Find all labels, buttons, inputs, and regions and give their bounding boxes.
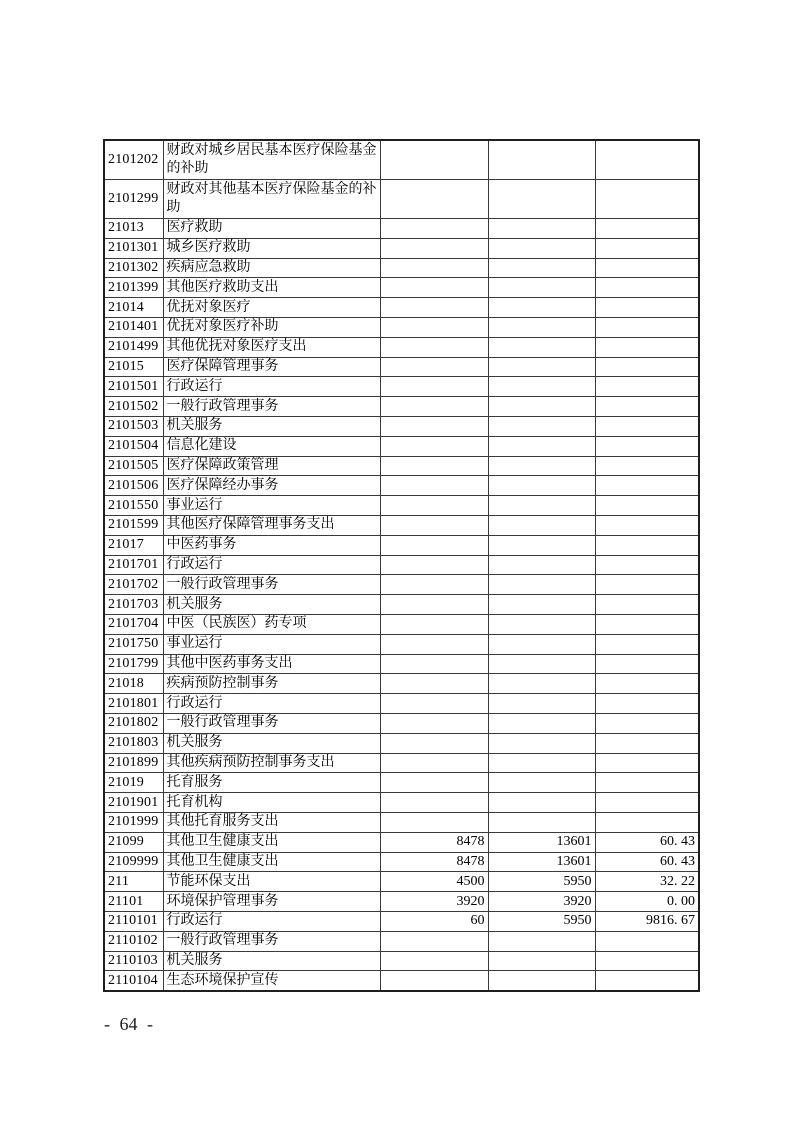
cell-percent — [595, 753, 699, 773]
cell-amount-2 — [488, 397, 595, 417]
table-row — [104, 357, 699, 377]
table-row — [104, 238, 699, 258]
cell-function-code: 2110104 — [104, 971, 163, 991]
cell-amount-2 — [488, 615, 595, 635]
table-row — [104, 516, 699, 536]
cell-function-code: 2101901 — [104, 793, 163, 813]
table-row — [104, 476, 699, 496]
cell-amount-1 — [380, 357, 488, 377]
cell-amount-2 — [488, 971, 595, 991]
cell-function-name: 其他卫生健康支出 — [163, 832, 380, 852]
table-row — [104, 753, 699, 773]
cell-amount-1 — [380, 773, 488, 793]
cell-function-name: 其他疾病预防控制事务支出 — [163, 753, 380, 773]
table-row — [104, 872, 699, 892]
cell-function-name: 行政运行 — [163, 377, 380, 397]
cell-function-name: 优抚对象医疗 — [163, 298, 380, 318]
cell-percent — [595, 575, 699, 595]
cell-function-name: 事业运行 — [163, 496, 380, 516]
table-row — [104, 219, 699, 239]
cell-function-name: 疾病预防控制事务 — [163, 674, 380, 694]
table-row — [104, 615, 699, 635]
cell-function-code: 2101504 — [104, 436, 163, 456]
cell-function-name: 疾病应急救助 — [163, 258, 380, 278]
cell-amount-1: 3920 — [380, 892, 488, 912]
table-row — [104, 793, 699, 813]
cell-amount-2 — [488, 417, 595, 437]
cell-function-code: 2101704 — [104, 615, 163, 635]
cell-percent — [595, 417, 699, 437]
cell-amount-2 — [488, 179, 595, 218]
cell-function-code: 21101 — [104, 892, 163, 912]
cell-function-name: 托育机构 — [163, 793, 380, 813]
cell-function-code: 2101302 — [104, 258, 163, 278]
cell-percent — [595, 238, 699, 258]
cell-amount-1 — [380, 140, 488, 179]
cell-percent — [595, 298, 699, 318]
cell-amount-2 — [488, 575, 595, 595]
cell-percent — [595, 773, 699, 793]
cell-percent — [595, 634, 699, 654]
cell-amount-2: 13601 — [488, 832, 595, 852]
cell-amount-1 — [380, 813, 488, 833]
cell-percent — [595, 357, 699, 377]
cell-function-code: 21099 — [104, 832, 163, 852]
cell-percent — [595, 971, 699, 991]
cell-percent — [595, 140, 699, 179]
cell-function-name: 中医（民族医）药专项 — [163, 615, 380, 635]
cell-amount-2 — [488, 773, 595, 793]
cell-amount-2 — [488, 674, 595, 694]
cell-function-name: 机关服务 — [163, 417, 380, 437]
cell-amount-1 — [380, 595, 488, 615]
table-row — [104, 436, 699, 456]
cell-function-name: 机关服务 — [163, 733, 380, 753]
cell-amount-1 — [380, 753, 488, 773]
cell-amount-1 — [380, 496, 488, 516]
cell-amount-2 — [488, 951, 595, 971]
cell-function-code: 2101802 — [104, 714, 163, 734]
cell-function-code: 2110101 — [104, 911, 163, 931]
cell-percent — [595, 397, 699, 417]
cell-amount-1: 60 — [380, 911, 488, 931]
table-row — [104, 456, 699, 476]
cell-amount-1 — [380, 634, 488, 654]
table-row — [104, 694, 699, 714]
cell-amount-2 — [488, 357, 595, 377]
cell-function-code: 21015 — [104, 357, 163, 377]
cell-function-name: 城乡医疗救助 — [163, 238, 380, 258]
cell-function-name: 其他医疗保障管理事务支出 — [163, 516, 380, 536]
cell-percent — [595, 951, 699, 971]
cell-amount-2 — [488, 753, 595, 773]
cell-function-code: 2101701 — [104, 555, 163, 575]
table-row — [104, 555, 699, 575]
cell-percent — [595, 615, 699, 635]
cell-amount-2 — [488, 654, 595, 674]
cell-function-code: 2101505 — [104, 456, 163, 476]
cell-amount-1 — [380, 219, 488, 239]
table-row — [104, 634, 699, 654]
cell-function-name: 其他卫生健康支出 — [163, 852, 380, 872]
table-row — [104, 417, 699, 437]
cell-percent — [595, 595, 699, 615]
table-row — [104, 832, 699, 852]
cell-function-code: 2101702 — [104, 575, 163, 595]
cell-function-code: 21019 — [104, 773, 163, 793]
table-row — [104, 575, 699, 595]
cell-function-name: 环境保护管理事务 — [163, 892, 380, 912]
cell-amount-1 — [380, 417, 488, 437]
cell-function-code: 2101750 — [104, 634, 163, 654]
cell-amount-2: 13601 — [488, 852, 595, 872]
cell-percent — [595, 278, 699, 298]
cell-amount-1 — [380, 555, 488, 575]
cell-percent — [595, 337, 699, 357]
cell-percent — [595, 694, 699, 714]
cell-amount-2 — [488, 714, 595, 734]
table-row — [104, 674, 699, 694]
cell-percent — [595, 714, 699, 734]
cell-amount-1: 8478 — [380, 832, 488, 852]
cell-function-code: 2110102 — [104, 931, 163, 951]
cell-amount-2 — [488, 516, 595, 536]
budget-table-container — [103, 139, 700, 992]
cell-function-name: 机关服务 — [163, 951, 380, 971]
cell-amount-1 — [380, 456, 488, 476]
cell-amount-1 — [380, 971, 488, 991]
cell-percent — [595, 793, 699, 813]
cell-amount-1: 4500 — [380, 872, 488, 892]
cell-function-code: 2101899 — [104, 753, 163, 773]
table-row — [104, 595, 699, 615]
cell-percent — [595, 733, 699, 753]
cell-amount-1 — [380, 931, 488, 951]
cell-function-name: 医疗救助 — [163, 219, 380, 239]
budget-table — [103, 139, 700, 992]
cell-amount-2 — [488, 219, 595, 239]
cell-percent — [595, 456, 699, 476]
cell-function-name: 一般行政管理事务 — [163, 931, 380, 951]
table-row — [104, 852, 699, 872]
cell-function-name: 一般行政管理事务 — [163, 575, 380, 595]
cell-percent — [595, 436, 699, 456]
cell-amount-2 — [488, 298, 595, 318]
table-row — [104, 337, 699, 357]
cell-amount-2 — [488, 456, 595, 476]
cell-amount-1 — [380, 654, 488, 674]
cell-function-name: 其他中医药事务支出 — [163, 654, 380, 674]
cell-function-code: 2101801 — [104, 694, 163, 714]
cell-amount-1 — [380, 575, 488, 595]
cell-function-code: 2101401 — [104, 318, 163, 338]
cell-amount-2 — [488, 476, 595, 496]
cell-function-name: 机关服务 — [163, 595, 380, 615]
cell-amount-1 — [380, 397, 488, 417]
table-row — [104, 773, 699, 793]
cell-function-name: 其他医疗救助支出 — [163, 278, 380, 298]
cell-function-name: 行政运行 — [163, 555, 380, 575]
cell-function-code: 2101299 — [104, 179, 163, 218]
cell-amount-2: 5950 — [488, 872, 595, 892]
cell-amount-1 — [380, 258, 488, 278]
cell-amount-1 — [380, 278, 488, 298]
table-row — [104, 397, 699, 417]
table-row — [104, 496, 699, 516]
cell-percent — [595, 516, 699, 536]
cell-percent: 32. 22 — [595, 872, 699, 892]
cell-function-name: 医疗保障经办事务 — [163, 476, 380, 496]
cell-function-name: 行政运行 — [163, 911, 380, 931]
cell-percent — [595, 535, 699, 555]
cell-percent — [595, 476, 699, 496]
cell-amount-1 — [380, 179, 488, 218]
cell-function-name: 财政对城乡居民基本医疗保险基金的补助 — [163, 140, 380, 179]
page-number: - 64 - — [104, 1014, 153, 1034]
cell-function-code: 2101803 — [104, 733, 163, 753]
table-row — [104, 971, 699, 991]
cell-amount-2 — [488, 238, 595, 258]
cell-amount-1 — [380, 436, 488, 456]
table-row — [104, 931, 699, 951]
cell-amount-1 — [380, 476, 488, 496]
cell-percent: 60. 43 — [595, 852, 699, 872]
cell-function-code: 2101703 — [104, 595, 163, 615]
budget-table-body — [104, 140, 699, 991]
cell-amount-2 — [488, 595, 595, 615]
table-row — [104, 911, 699, 931]
cell-amount-2 — [488, 535, 595, 555]
table-row — [104, 892, 699, 912]
cell-amount-1 — [380, 535, 488, 555]
cell-function-name: 托育服务 — [163, 773, 380, 793]
cell-amount-1 — [380, 377, 488, 397]
cell-percent — [595, 496, 699, 516]
cell-function-name: 财政对其他基本医疗保险基金的补助 — [163, 179, 380, 218]
cell-amount-1: 8478 — [380, 852, 488, 872]
cell-percent: 9816. 67 — [595, 911, 699, 931]
cell-amount-2 — [488, 496, 595, 516]
cell-amount-2 — [488, 436, 595, 456]
cell-amount-1 — [380, 238, 488, 258]
cell-function-name: 优抚对象医疗补助 — [163, 318, 380, 338]
cell-function-code: 2101301 — [104, 238, 163, 258]
cell-function-code: 2101550 — [104, 496, 163, 516]
cell-function-code: 2101799 — [104, 654, 163, 674]
table-row — [104, 278, 699, 298]
cell-percent — [595, 654, 699, 674]
cell-amount-2 — [488, 694, 595, 714]
cell-percent: 60. 43 — [595, 832, 699, 852]
cell-amount-1 — [380, 337, 488, 357]
cell-function-code: 2101506 — [104, 476, 163, 496]
cell-amount-2 — [488, 634, 595, 654]
cell-amount-2 — [488, 318, 595, 338]
cell-amount-1 — [380, 714, 488, 734]
cell-amount-1 — [380, 516, 488, 536]
cell-function-code: 2101501 — [104, 377, 163, 397]
cell-amount-1 — [380, 615, 488, 635]
table-row — [104, 258, 699, 278]
cell-function-code: 211 — [104, 872, 163, 892]
table-row — [104, 318, 699, 338]
cell-amount-2 — [488, 733, 595, 753]
cell-function-code: 2101599 — [104, 516, 163, 536]
cell-function-code: 2101202 — [104, 140, 163, 179]
cell-function-code: 2101499 — [104, 337, 163, 357]
cell-function-name: 节能环保支出 — [163, 872, 380, 892]
table-row — [104, 654, 699, 674]
cell-function-code: 21017 — [104, 535, 163, 555]
cell-function-code: 2110103 — [104, 951, 163, 971]
cell-amount-2 — [488, 258, 595, 278]
cell-function-name: 其他优抚对象医疗支出 — [163, 337, 380, 357]
cell-function-code: 2101502 — [104, 397, 163, 417]
cell-amount-2 — [488, 555, 595, 575]
cell-amount-2: 5950 — [488, 911, 595, 931]
table-row — [104, 714, 699, 734]
cell-amount-2 — [488, 140, 595, 179]
cell-amount-1 — [380, 318, 488, 338]
cell-amount-1 — [380, 674, 488, 694]
table-row — [104, 951, 699, 971]
table-row — [104, 535, 699, 555]
cell-amount-2 — [488, 337, 595, 357]
cell-function-name: 一般行政管理事务 — [163, 714, 380, 734]
cell-amount-2 — [488, 278, 595, 298]
cell-function-name: 一般行政管理事务 — [163, 397, 380, 417]
cell-percent — [595, 555, 699, 575]
table-row — [104, 298, 699, 318]
cell-amount-2 — [488, 931, 595, 951]
cell-function-name: 中医药事务 — [163, 535, 380, 555]
cell-function-name: 医疗保障政策管理 — [163, 456, 380, 476]
table-row — [104, 813, 699, 833]
cell-percent — [595, 318, 699, 338]
cell-amount-1 — [380, 298, 488, 318]
cell-percent — [595, 931, 699, 951]
cell-percent — [595, 219, 699, 239]
cell-percent — [595, 674, 699, 694]
cell-percent — [595, 377, 699, 397]
cell-percent — [595, 813, 699, 833]
cell-function-name: 信息化建设 — [163, 436, 380, 456]
cell-function-code: 21018 — [104, 674, 163, 694]
cell-amount-2 — [488, 793, 595, 813]
cell-amount-2 — [488, 813, 595, 833]
cell-amount-2: 3920 — [488, 892, 595, 912]
cell-function-code: 2101503 — [104, 417, 163, 437]
cell-amount-1 — [380, 793, 488, 813]
cell-function-name: 医疗保障管理事务 — [163, 357, 380, 377]
cell-amount-1 — [380, 694, 488, 714]
cell-function-code: 2101999 — [104, 813, 163, 833]
table-row — [104, 179, 699, 218]
cell-function-code: 21013 — [104, 219, 163, 239]
table-row — [104, 140, 699, 179]
cell-function-code: 21014 — [104, 298, 163, 318]
cell-function-name: 生态环境保护宣传 — [163, 971, 380, 991]
table-row — [104, 733, 699, 753]
cell-amount-1 — [380, 951, 488, 971]
cell-function-name: 事业运行 — [163, 634, 380, 654]
cell-percent: 0. 00 — [595, 892, 699, 912]
cell-percent — [595, 179, 699, 218]
cell-function-code: 2109999 — [104, 852, 163, 872]
table-row — [104, 377, 699, 397]
cell-function-name: 行政运行 — [163, 694, 380, 714]
cell-amount-1 — [380, 733, 488, 753]
cell-amount-2 — [488, 377, 595, 397]
cell-percent — [595, 258, 699, 278]
cell-function-code: 2101399 — [104, 278, 163, 298]
cell-function-name: 其他托育服务支出 — [163, 813, 380, 833]
